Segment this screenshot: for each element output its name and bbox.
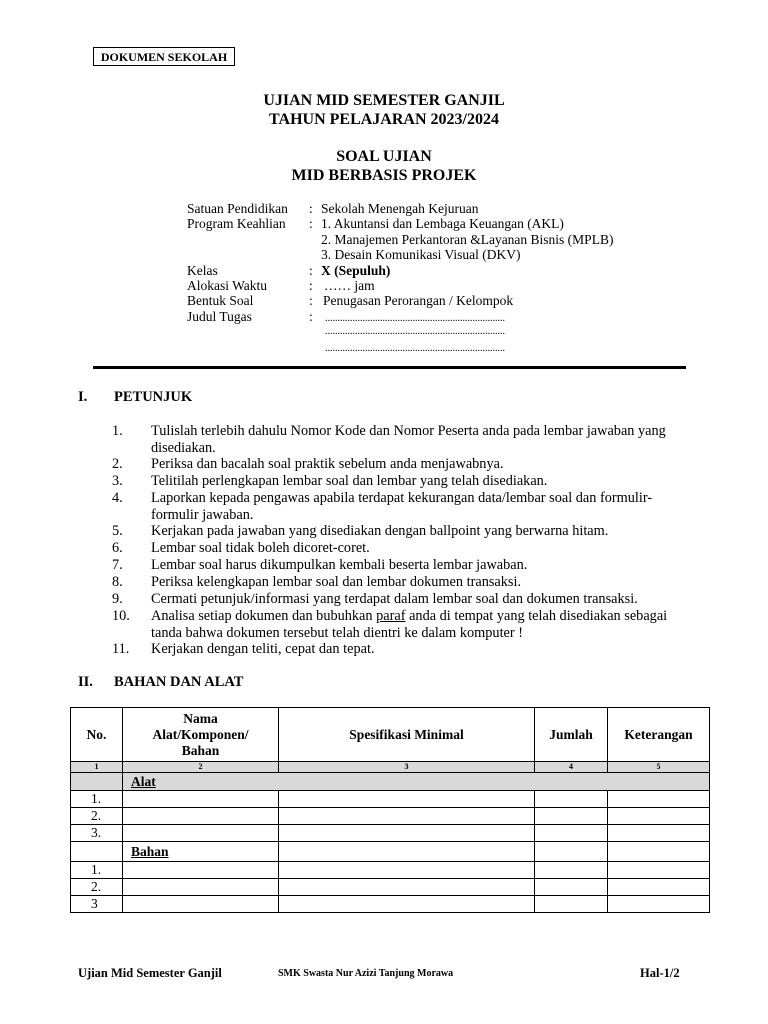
row-number: 2. (71, 808, 123, 825)
table-cell[interactable] (535, 808, 608, 825)
group-cell (535, 842, 608, 862)
table-row (71, 879, 710, 896)
header-divider (93, 366, 686, 369)
info-label: Bentuk Soal (187, 293, 254, 308)
instruction-number: 7. (112, 557, 123, 573)
table-cell[interactable] (535, 791, 608, 808)
section-number: I. (78, 389, 88, 405)
info-alokasi (187, 278, 375, 294)
instruction-text: Tulislah terlebih dahulu Nomor Kode dan Nomor Peserta anda pada lembar jawaban yang disediakan. (151, 423, 666, 456)
table-cell[interactable] (608, 808, 710, 825)
col-header-spesifikasi: Spesifikasi Minimal (279, 708, 535, 762)
instruction-number: 10. (112, 608, 130, 624)
info-value: Penugasan Perorangan / Kelompok (323, 293, 514, 308)
table-cell[interactable] (279, 862, 535, 879)
instruction-text: Telitilah perlengkapan lembar soal dan lembar yang telah disediakan. (151, 473, 548, 489)
table-cell[interactable] (535, 896, 608, 913)
table-group-bahan (71, 842, 710, 862)
group-label: Bahan (123, 842, 279, 862)
col-header-line: Alat/Komponen/ (152, 726, 249, 742)
paper-subtitle: MID BERBASIS PROJEK (291, 167, 477, 184)
table-cell[interactable] (123, 808, 279, 825)
info-judul (187, 309, 505, 325)
table-cell[interactable] (123, 791, 279, 808)
footer-left: Ujian Mid Semester Ganjil (78, 966, 222, 980)
instruction-text-part: Analisa setiap dokumen dan bubuhkan (151, 608, 377, 624)
instruction-number: 9. (112, 591, 123, 607)
table-cell[interactable] (608, 862, 710, 879)
col-header-line: Nama (183, 710, 218, 726)
info-label: Satuan Pendidikan (187, 201, 288, 216)
row-number: 1. (71, 862, 123, 879)
row-number: 2. (71, 879, 123, 896)
section-petunjuk-heading (78, 389, 378, 407)
footer-school: SMK Swasta Nur Azizi Tanjung Morawa (278, 968, 454, 979)
section-title: PETUNJUK (114, 389, 193, 405)
table-row (71, 791, 710, 808)
index-cell: 5 (608, 762, 710, 773)
instruction-number: 5. (112, 523, 123, 539)
info-value: ........................................................................ (325, 313, 505, 324)
table-cell[interactable] (608, 791, 710, 808)
table-row (71, 862, 710, 879)
info-program-2: 2. Manajemen Perkantoran &Layanan Bisnis (MPLB) (321, 232, 614, 247)
paper-title: SOAL UJIAN (336, 148, 432, 165)
row-number: 1. (71, 791, 123, 808)
table-row (71, 896, 710, 913)
group-cell (71, 773, 123, 791)
instruction-number: 6. (112, 540, 123, 556)
col-header-no: No. (71, 708, 123, 762)
table-cell[interactable] (279, 896, 535, 913)
table-cell[interactable] (279, 879, 535, 896)
instruction-text: Lembar soal harus dikumpulkan kembali beserta lembar jawaban. (151, 557, 528, 573)
info-value: Sekolah Menengah Kejuruan (321, 201, 479, 216)
info-satuan (187, 201, 478, 217)
table-cell[interactable] (279, 808, 535, 825)
table-row (71, 808, 710, 825)
table-cell[interactable] (535, 879, 608, 896)
col-header-jumlah: Jumlah (535, 708, 608, 762)
materials-table (70, 707, 710, 913)
group-label: Alat (123, 773, 710, 791)
instruction-text: Cermati petunjuk/informasi yang terdapat dalam lembar soal dan dokumen transaksi. (151, 591, 638, 607)
table-group-alat (71, 773, 710, 791)
instruction-number: 3. (112, 473, 123, 489)
footer-page-number: Hal-1/2 (640, 966, 680, 980)
row-number: 3. (71, 825, 123, 842)
info-value: …… jam (324, 278, 375, 293)
academic-year: TAHUN PELAJARAN 2023/2024 (269, 111, 499, 128)
table-cell[interactable] (123, 896, 279, 913)
table-cell[interactable] (123, 879, 279, 896)
instruction-text: Laporkan kepada pengawas apabila terdapat kekurangan data/lembar soal dan formulir-formulir jawaban. (151, 490, 653, 523)
instruction-number: 8. (112, 574, 123, 590)
info-colon: : (309, 201, 313, 216)
info-value: X (Sepuluh) (321, 263, 391, 278)
table-row (71, 825, 710, 842)
info-label: Judul Tugas (187, 309, 252, 324)
info-bentuk (187, 293, 513, 309)
section-title: BAHAN DAN ALAT (114, 674, 244, 690)
table-cell[interactable] (608, 825, 710, 842)
col-header-nama (123, 708, 279, 762)
instruction-item (112, 423, 692, 456)
col-header-keterangan: Keterangan (608, 708, 710, 762)
section-bahan-alat-heading (78, 674, 378, 692)
instruction-text: Kerjakan pada jawaban yang disediakan dengan ballpoint yang berwarna hitam. (151, 523, 609, 539)
table-cell[interactable] (535, 862, 608, 879)
instruction-text: Kerjakan dengan teliti, cepat dan tepat. (151, 641, 375, 657)
instruction-text: Periksa kelengkapan lembar soal dan lembar dokumen transaksi. (151, 574, 522, 590)
table-cell[interactable] (608, 879, 710, 896)
instruction-text: Periksa dan bacalah soal praktik sebelum anda menjawabnya. (151, 456, 504, 472)
section-number: II. (78, 674, 93, 690)
instruction-number: 4. (112, 490, 123, 506)
group-cell (71, 842, 123, 862)
document-badge: DOKUMEN SEKOLAH (93, 47, 235, 66)
table-cell[interactable] (279, 825, 535, 842)
instruction-number: 2. (112, 456, 123, 472)
info-label: Program Keahlian (187, 216, 286, 231)
instruction-text (151, 608, 691, 641)
info-judul-line-2: ........................................................................ (325, 326, 505, 337)
info-label: Alokasi Waktu (187, 278, 268, 293)
table-index-row (71, 762, 710, 773)
info-kelas (187, 263, 390, 279)
instruction-text-part: anda di tempat yang telah disediakan sebagai tanda bahwa dokumen tersebut telah dientri ke dalam komputer ! (151, 608, 668, 641)
info-colon: : (309, 309, 313, 324)
row-number: 3 (71, 896, 123, 913)
index-cell: 4 (535, 762, 608, 773)
index-cell: 2 (123, 762, 279, 773)
info-judul-line-3: ........................................................................ (325, 343, 505, 354)
table-cell[interactable] (123, 825, 279, 842)
group-cell (279, 842, 535, 862)
table-header-row (71, 708, 710, 762)
info-program (187, 216, 564, 232)
table-cell[interactable] (279, 791, 535, 808)
instruction-text: Lembar soal tidak boleh dicoret-coret. (151, 540, 370, 556)
table-cell[interactable] (535, 825, 608, 842)
index-cell: 3 (279, 762, 535, 773)
group-cell (608, 842, 710, 862)
info-label: Kelas (187, 263, 218, 278)
instruction-number: 1. (112, 423, 123, 439)
info-colon: : (309, 263, 313, 278)
col-header-line: Bahan (181, 742, 220, 758)
table-cell[interactable] (608, 896, 710, 913)
exam-title: UJIAN MID SEMESTER GANJIL (263, 92, 505, 109)
info-value: 1. Akuntansi dan Lembaga Keuangan (AKL) (321, 216, 564, 231)
info-program-3: 3. Desain Komunikasi Visual (DKV) (321, 247, 521, 262)
table-cell[interactable] (123, 862, 279, 879)
info-colon: : (309, 216, 313, 231)
instruction-text-underlined: paraf (376, 608, 406, 624)
info-colon: : (309, 293, 313, 308)
index-cell: 1 (71, 762, 123, 773)
instruction-number: 11. (112, 641, 130, 657)
info-colon: : (309, 278, 313, 293)
